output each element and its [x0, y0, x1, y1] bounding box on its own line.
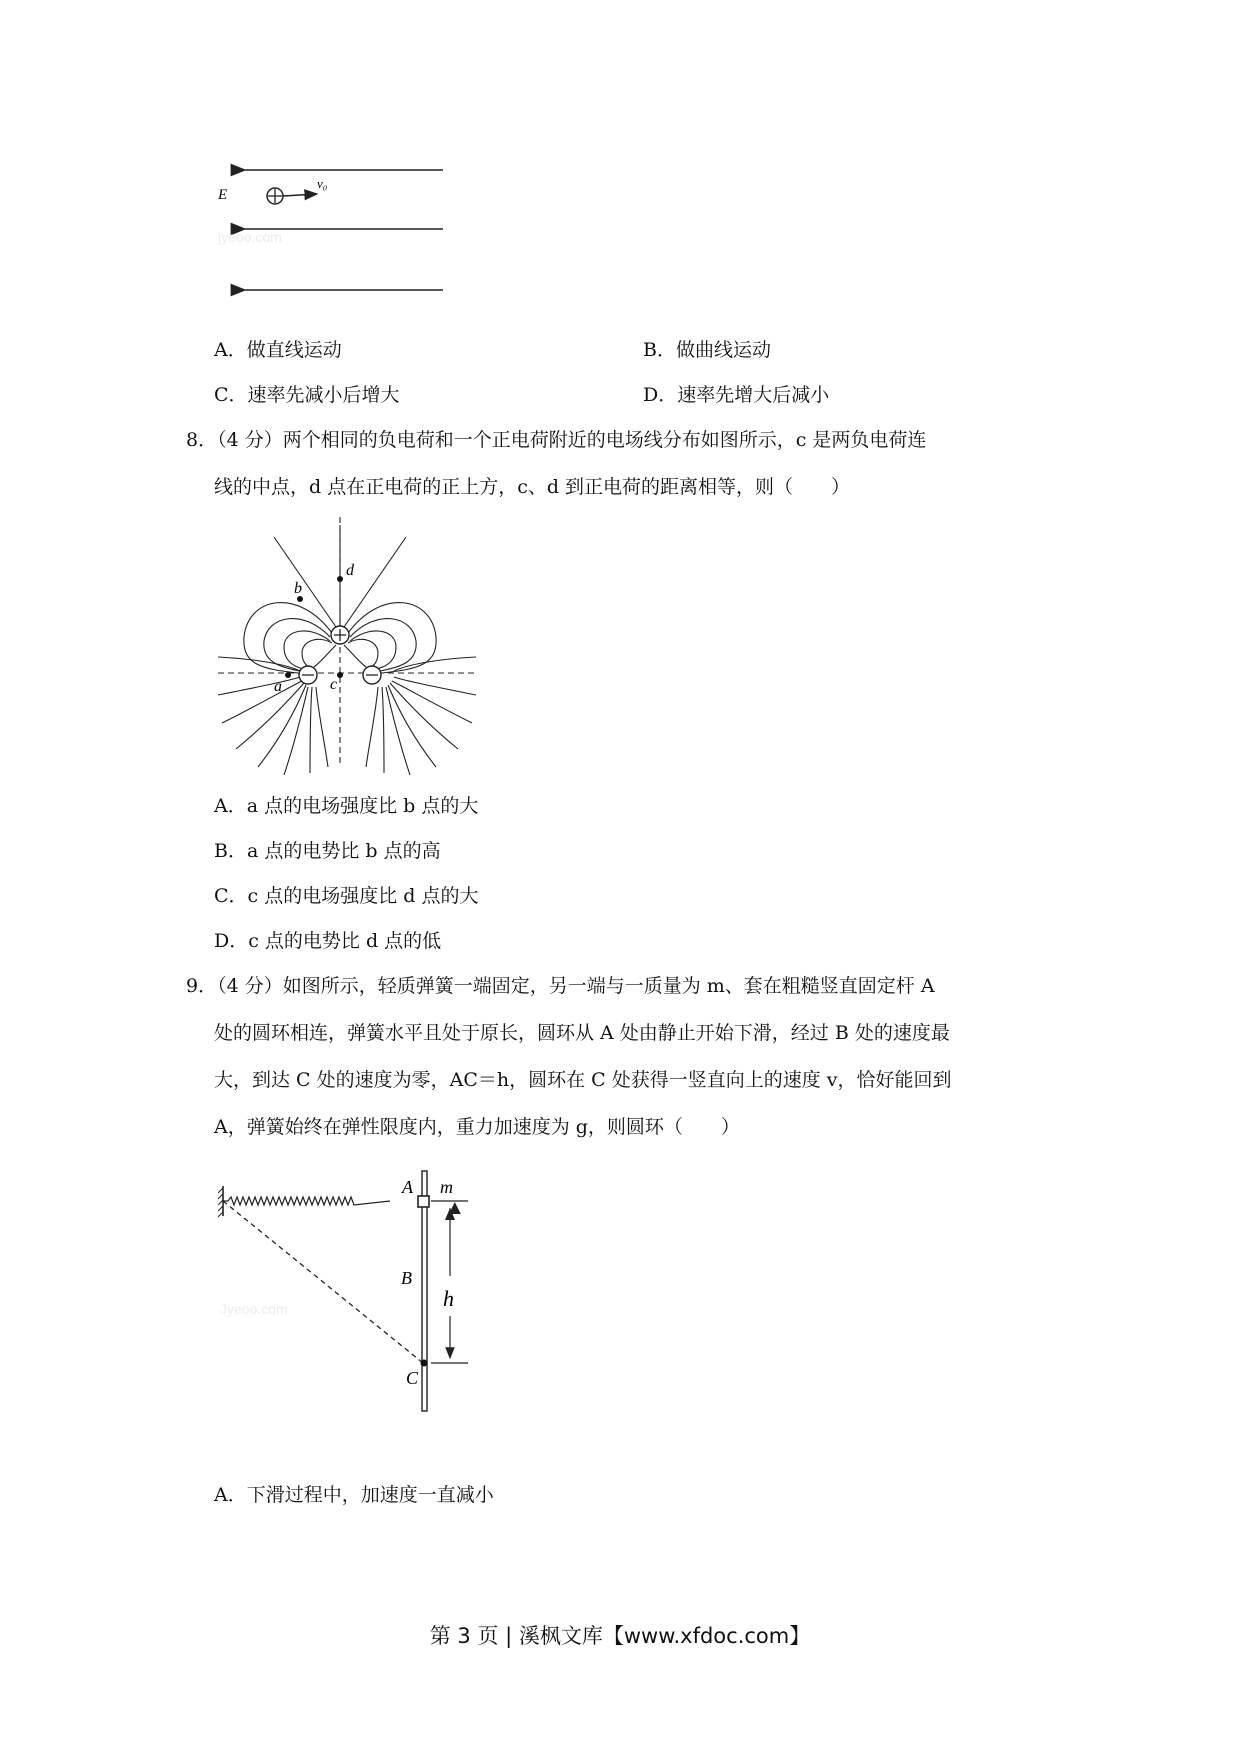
- q9-option-a: A．下滑过程中，加速度一直减小: [214, 1484, 494, 1506]
- label-a: A: [402, 1177, 413, 1197]
- q7-option-b: B．做曲线运动: [643, 339, 771, 361]
- q7-field-figure: [215, 150, 455, 310]
- q7-option-d: D．速率先增大后减小: [643, 384, 830, 406]
- label-m: m: [440, 1177, 453, 1197]
- negative-charge-right: [363, 666, 381, 684]
- positive-charge: [267, 188, 283, 204]
- spring: [223, 1197, 390, 1205]
- positive-charge: [331, 626, 349, 644]
- q8-option-d: D．c 点的电势比 d 点的低: [214, 930, 442, 952]
- q8-option-a: A．a 点的电场强度比 b 点的大: [214, 795, 479, 817]
- q9-spring-rod-figure: [218, 1166, 478, 1416]
- q9-stem-line-1: 9．（4 分）如图所示，轻质弹簧一端固定，另一端与一质量为 m、套在粗糙竖直固定杆 A: [186, 975, 935, 997]
- velocity-label: v₀: [317, 176, 328, 191]
- label-a: a: [274, 678, 282, 695]
- q8-option-c: C．c 点的电场强度比 d 点的大: [214, 885, 479, 907]
- label-c: c: [330, 676, 338, 693]
- label-c: C: [406, 1368, 419, 1388]
- point-a: [285, 672, 291, 678]
- negative-charge-left: [299, 666, 317, 684]
- watermark: Jyeoo.com: [220, 1301, 288, 1317]
- point-d: [337, 576, 343, 582]
- point-c: [337, 672, 343, 678]
- q9-stem-line-3: 大，到达 C 处的速度为零，AC＝h，圆环在 C 处获得一竖直向上的速度 v，恰好能回到: [214, 1069, 952, 1091]
- watermark: jyeoo.com: [218, 229, 282, 245]
- q8-option-b: B．a 点的电势比 b 点的高: [214, 840, 441, 862]
- q7-option-c: C．速率先减小后增大: [214, 384, 400, 406]
- q8-stem-line-1: 8．（4 分）两个相同的负电荷和一个正电荷附近的电场线分布如图所示，c 是两负电荷连: [186, 429, 927, 451]
- q8-stem-line-2: 线的中点，d 点在正电荷的正上方，c、d 到正电荷的距离相等，则（ ）: [214, 476, 851, 498]
- q9-stem-line-2: 处的圆环相连，弹簧水平且处于原长，圆环从 A 处由静止开始下滑，经过 B 处的速度最: [214, 1022, 950, 1044]
- q8-field-lines-figure: [218, 517, 478, 777]
- field-e-label: E: [218, 187, 228, 203]
- label-b: B: [401, 1268, 412, 1288]
- q9-stem-line-4: A，弹簧始终在弹性限度内，重力加速度为 g，则圆环（ ）: [214, 1116, 740, 1138]
- q7-option-a: A．做直线运动: [214, 339, 342, 361]
- label-b: b: [294, 580, 302, 597]
- ring: [418, 1196, 429, 1207]
- label-h: h: [443, 1286, 454, 1311]
- label-d: d: [346, 562, 354, 579]
- velocity-arrow: [283, 194, 317, 196]
- page-footer: 第 3 页 | 溪枫文库【www.xfdoc.com】: [429, 1624, 811, 1648]
